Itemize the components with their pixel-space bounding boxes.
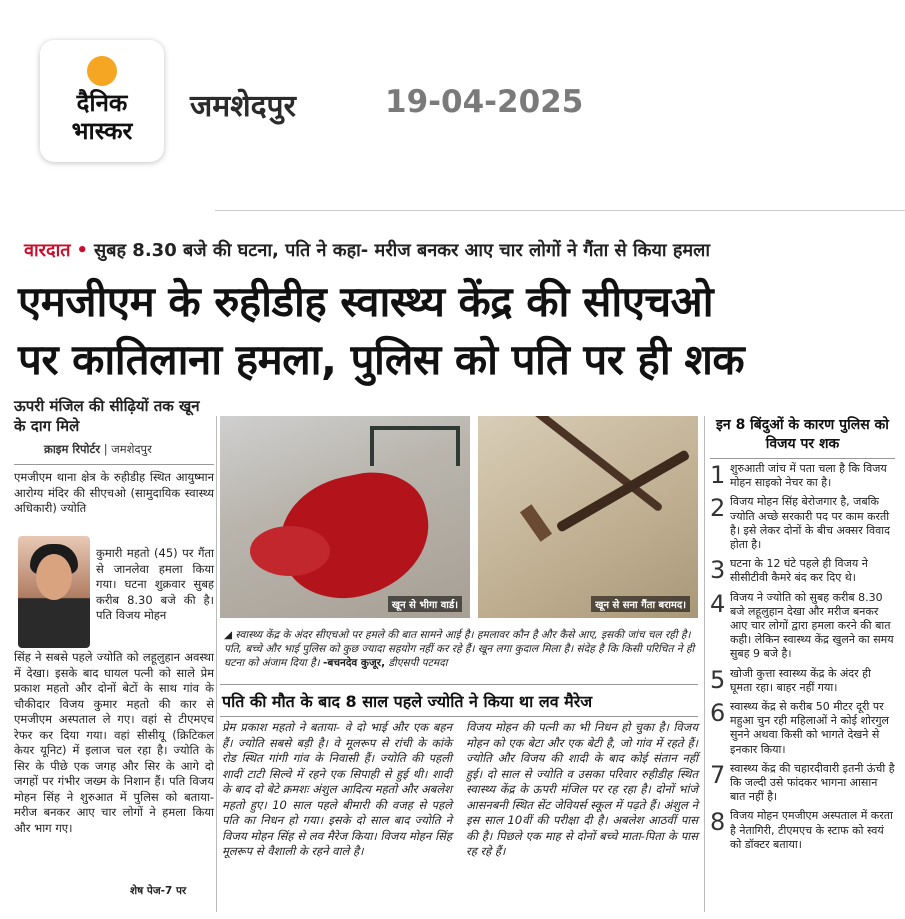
kicker-line xyxy=(24,238,710,262)
points-list xyxy=(710,462,895,857)
divider xyxy=(14,464,214,465)
sun-icon xyxy=(87,56,117,86)
edition-date: 19-04-2025 xyxy=(385,84,584,120)
bullet-icon: • xyxy=(76,240,89,261)
victim-photo xyxy=(18,536,90,648)
points-heading: इन 8 बिंदुओं के कारण पुलिस को विजय पर शक xyxy=(716,417,889,452)
sub-story-column-a: प्रेम प्रकाश महतो ने बताया- वे दो भाई और एक बहन हैं। ज्योति सबसे बड़ी है। वे मूलरूप से रांची के कांके रोड स्थित गांगी गांव के निवासी हैं। ज्योति की पहली शादी टाटी सिल्वे में रहने एक सिपाही से हुई थी। शादी के बाद दो बेटे क्रमशः अंशुल आदित्य महतो और अबलेश महतो हुए। 10 साल पहले बीमारी की वजह से पहले पति का निधन हो गया। इसके दो साल बाद ज्योति ने विजय मोहन सिंह से लव मैरेज किया। विजय मोहन सिंह मूलरूप से वैशाली के रहने वाले है। xyxy=(222,720,452,858)
point-text: विजय मोहन एमजीएम अस्पताल में करता है नेतागिरी, टीएमएच के स्टाफ को स्वयं को डॉक्टर बताया। xyxy=(730,809,893,851)
caption-body: स्वास्थ्य केंद्र के अंदर सीएचओ पर हमले की बात सामने आई है। हमलावर कौन है और कैसे आए, इसकी जांच चल रही है। पति, बच्चे और भाई पुलिस को कुछ ज्यादा सहयोग नहीं कर रहे हैं। खून लगा कुदाल मिला है। संदेह है कि किसी परिचित ने ही घटना को अंजाम दिया है। xyxy=(224,629,695,669)
point-number: 4 xyxy=(710,589,726,618)
point-text: घटना के 12 घंटे पहले ही विजय ने सीसीटीवी कैमरे बंद कर दिए थे। xyxy=(730,557,868,585)
left-column-para-c: सिंह ने सबसे पहले ज्योति को लहूलुहान अवस्था में देखा। इसके बाद घायल पत्नी को साले प्रेम प्रकाश महतो और दोनों बेटों के साथ गांव के चौकीदार विजय कुमार महतो की कार से एमजीएम अस्पताल ले गए। वहां से टीएमएच रेफर कर दिया गया। वहां सीसीयू (क्रिटिकल केयर यूनिट) में इलाज चल रहा है। ज्योति के सिर के पीछे एक जगह और सिर के आगे दो जगहों पर गंभीर जख्म के निशान हैं। पति विजय मोहन सिंह ने शुरुआत में पुलिस को बताया- मरीज बनकर आए चार लोगों ने हमला किया और भाग गए। xyxy=(14,650,214,835)
point-text: विजय ने ज्योति को सुबह करीब 8.30 बजे लहूलुहान देखा और मरीज बनकर आए चार लोगों द्वारा हमला करने की बात कही। लेकिन स्वास्थ्य केंद्र खुलने का समय सुबह 9 बजे है। xyxy=(730,590,894,661)
point-number: 7 xyxy=(710,760,726,789)
point-item xyxy=(710,762,895,805)
divider xyxy=(220,684,698,685)
photo-pickaxe-head xyxy=(520,504,552,542)
point-text: शुरुआती जांच में पता चला है कि विजय मोहन साइको नेचर का है। xyxy=(730,462,887,490)
point-number: 6 xyxy=(710,699,726,728)
point-item xyxy=(710,495,895,552)
kicker-tag: वारदात xyxy=(24,240,71,261)
photo-pickaxe-handle xyxy=(556,449,691,533)
sub-story-column-b: विजय मोहन की पत्नी का भी निधन हो चुका है। विजय मोहन को एक बेटा और एक बेटी है, जो गांव में रहते हैं। ज्योति और विजय की शादी के बाद कोई संतान नहीं हुई। दो साल से ज्योति व उसका परिवार रुहीडीह स्थित स्वास्थ्य केंद्र के ऊपरी मंजिल पर रह रहा है। दोनों भांजे आसनबनी स्थित सेंट जेवियर्स स्कूल में पढ़ते हैं। अंशुल ने इस साल 10वीं की परीक्षा दी है। अबलेश आठवीं पास की है। पिछले एक माह से दोनों बच्चे माता-पिता के पास रह रहे हैं। xyxy=(466,720,698,858)
photo-caption-text xyxy=(224,628,698,670)
photo-rod xyxy=(532,416,663,512)
continued-note: शेष पेज-7 पर xyxy=(130,885,187,897)
blood-ward-photo xyxy=(220,416,470,618)
point-number: 5 xyxy=(710,665,726,694)
weapon-photo xyxy=(478,416,698,618)
point-item xyxy=(710,700,895,757)
edition-city: जमशेदपुर xyxy=(190,89,296,124)
photo2-caption: खून से सना गैंता बरामद। xyxy=(591,596,690,612)
point-item xyxy=(710,667,895,695)
point-number: 3 xyxy=(710,556,726,585)
point-text: स्वास्थ्य केंद्र की चहारदीवारी इतनी ऊंची है कि जल्दी उसे फांदकर भागना आसान बात नहीं है। xyxy=(730,761,895,804)
byline-place: | जमशेदपुर xyxy=(103,442,152,456)
kicker-text: सुबह 8.30 बजे की घटना, पति ने कहा- मरीज बनकर आए चार लोगों ने गैंता से किया हमला xyxy=(94,240,711,261)
point-number: 2 xyxy=(710,494,726,523)
photo1-caption: खून से भीगा वार्ड। xyxy=(388,596,462,612)
byline xyxy=(44,442,152,457)
column-divider xyxy=(216,416,217,912)
divider xyxy=(220,716,698,717)
point-number: 1 xyxy=(710,461,726,489)
point-item xyxy=(710,809,895,852)
divider xyxy=(710,458,895,459)
header-divider xyxy=(215,210,905,211)
newspaper-clipping xyxy=(10,224,895,914)
point-text: विजय मोहन सिंह बेरोजगार है, जबकि ज्योति अच्छे सरकारी पद पर काम करती है। इसे लेकर दोनों के बीच अक्सर विवाद होता है। xyxy=(730,495,890,552)
caption-quote-role: डीएसपी पटमदा xyxy=(388,657,448,669)
photo-bloodstain-2 xyxy=(250,526,330,576)
byline-role: क्राइम रिपोर्टर xyxy=(44,442,101,456)
photo-face xyxy=(36,554,72,600)
point-item xyxy=(710,591,895,662)
left-column-para-b: कुमारी महतो (45) पर गैंता से जानलेवा हमला किया गया। घटना शुक्रवार सुबह करीब 8.30 बजे की है। पति विजय मोहन xyxy=(96,546,214,622)
point-item xyxy=(710,557,895,585)
point-text: खोजी कुत्ता स्वास्थ्य केंद्र के अंदर ही घूमता रहा। बाहर नहीं गया। xyxy=(730,666,871,694)
triangle-icon: ◢ xyxy=(224,629,233,641)
sub-story-headline: पति की मौत के बाद 8 साल पहले ज्योति ने किया था लव मैरेज xyxy=(222,692,593,711)
point-number: 8 xyxy=(710,808,726,837)
point-text: स्वास्थ्य केंद्र से करीब 50 मीटर दूरी पर महुआ चुन रही महिलाओं ने कोई शोरगुल सुनने अथवा किसी को भागते देखने से इनकार किया। xyxy=(730,700,890,756)
column-divider xyxy=(704,416,705,912)
logo-text-line2: भास्कर xyxy=(71,117,133,145)
caption-quote-name: -बचनदेव कुजूर, xyxy=(323,657,386,669)
headline-line2: पर कातिलाना हमला, पुलिस को पति पर ही शक xyxy=(18,335,745,384)
photo-chair xyxy=(370,426,460,466)
logo-text-line1: दैनिक xyxy=(76,89,128,117)
left-column-para-a: एमजीएम थाना क्षेत्र के रुहीडीह स्थित आयुष्मान आरोग्य मंदिर की सीएचओ (सामुदायिक स्वास्थ्य अधिकारी) ज्योति xyxy=(14,470,214,515)
dainik-bhaskar-logo[interactable] xyxy=(40,40,164,162)
left-subheadline: ऊपरी मंजिल की सीढ़ियों तक खून के दाग मिले xyxy=(14,397,200,435)
headline-line1: एमजीएम के रुहीडीह स्वास्थ्य केंद्र की सीएचओ xyxy=(18,277,714,326)
point-item xyxy=(710,462,895,490)
